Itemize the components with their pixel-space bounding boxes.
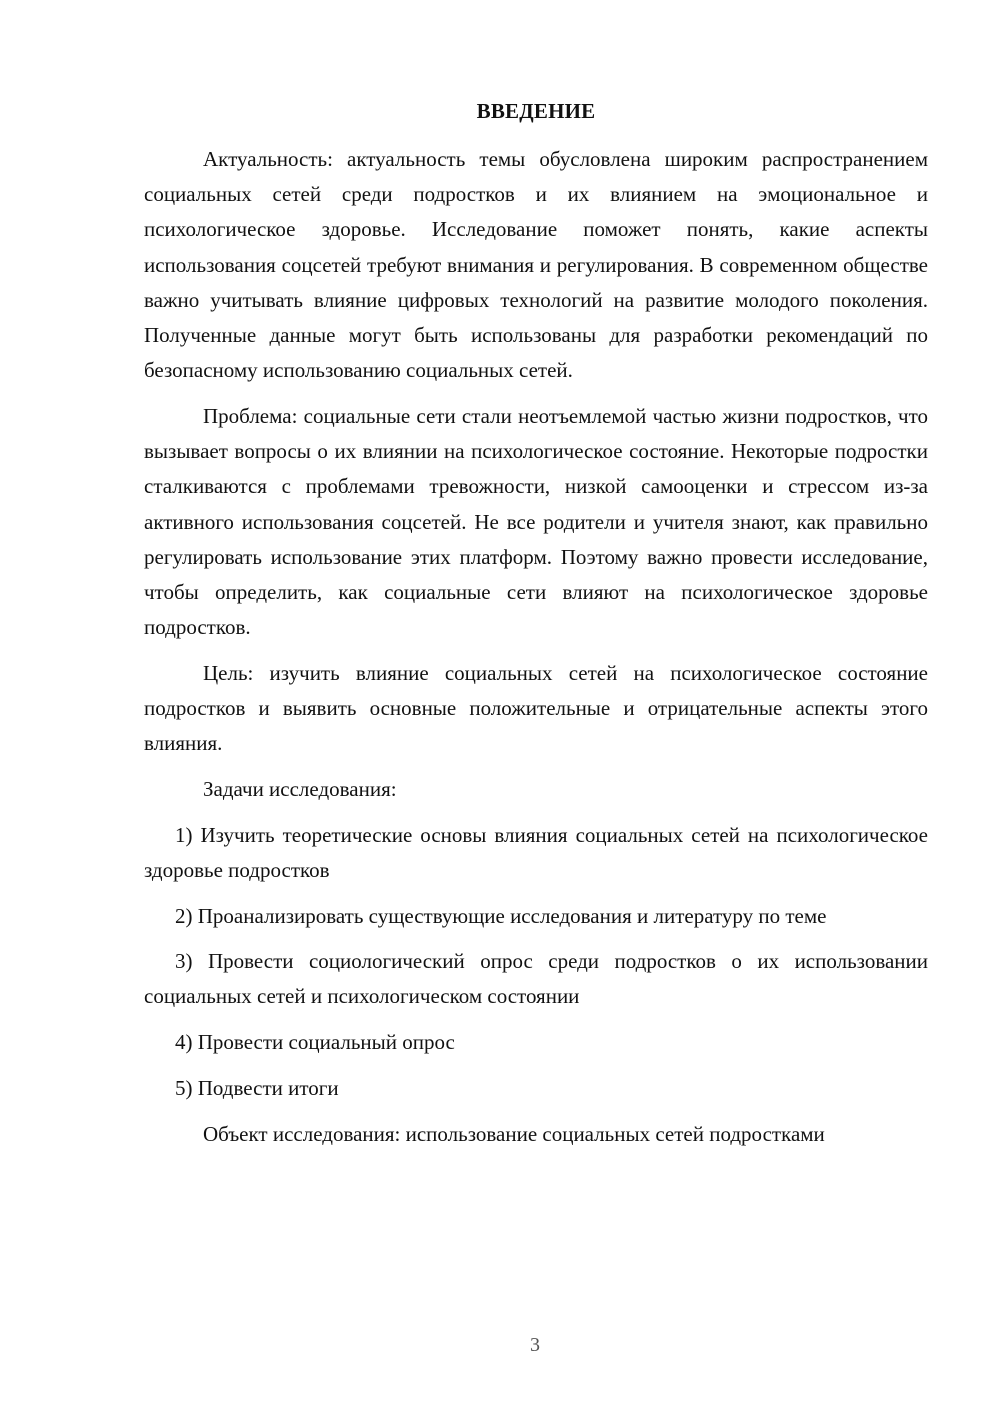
page-title: ВВЕДЕНИЕ: [476, 99, 596, 123]
paragraph-object: Объект исследования: использование социальных сетей подростками: [203, 1121, 825, 1146]
tasks-heading: Задачи исследования:: [203, 776, 397, 801]
paragraph-goal: Цель: изучить влияние социальных сетей на психологическое состояние подростков и выявить основные положительные и отрицательные аспекты этого влияния.: [144, 660, 928, 756]
task-item-4: 4) Провести социальный опрос: [175, 1030, 455, 1055]
page-number: 3: [530, 1334, 540, 1356]
task-item-2: 2) Проанализировать существующие исследования и литературу по теме: [175, 903, 827, 928]
task-item-1: 1) Изучить теоретические основы влияния социальных сетей на психологическое здоровье подростков: [144, 822, 928, 882]
task-item-5: 5) Подвести итоги: [175, 1075, 339, 1100]
task-item-3: 3) Провести социологический опрос среди подростков о их использовании социальных сетей и психологическом состоянии: [144, 949, 928, 1009]
paragraph-relevance: Актуальность: актуальность темы обусловлена широким распространением социальных сетей среди подростков и их влиянием на эмоциональное и психологическое здоровье. Исследование поможет понять, какие аспекты использования соцсетей требуют внимания и регулирования. В современном обществе важно учитывать влияние цифровых технологий на развитие молодого поколения. Полученные данные могут быть использованы для разработки рекомендаций по безопасному использованию социальных сетей.: [144, 147, 928, 383]
document-page: [144, 94, 928, 1162]
paragraph-problem: Проблема: социальные сети стали неотъемлемой частью жизни подростков, что вызывает вопросы о их влиянии на психологическое состояние. Некоторые подростки сталкиваются с проблемами тревожности, низкой самооценки и стрессом из-за активного использования соцсетей. Не все родители и учителя знают, как правильно регулировать использование этих платформ. Поэтому важно провести исследование, чтобы определить, как социальные сети влияют на психологическое здоровье подростков.: [144, 403, 928, 640]
